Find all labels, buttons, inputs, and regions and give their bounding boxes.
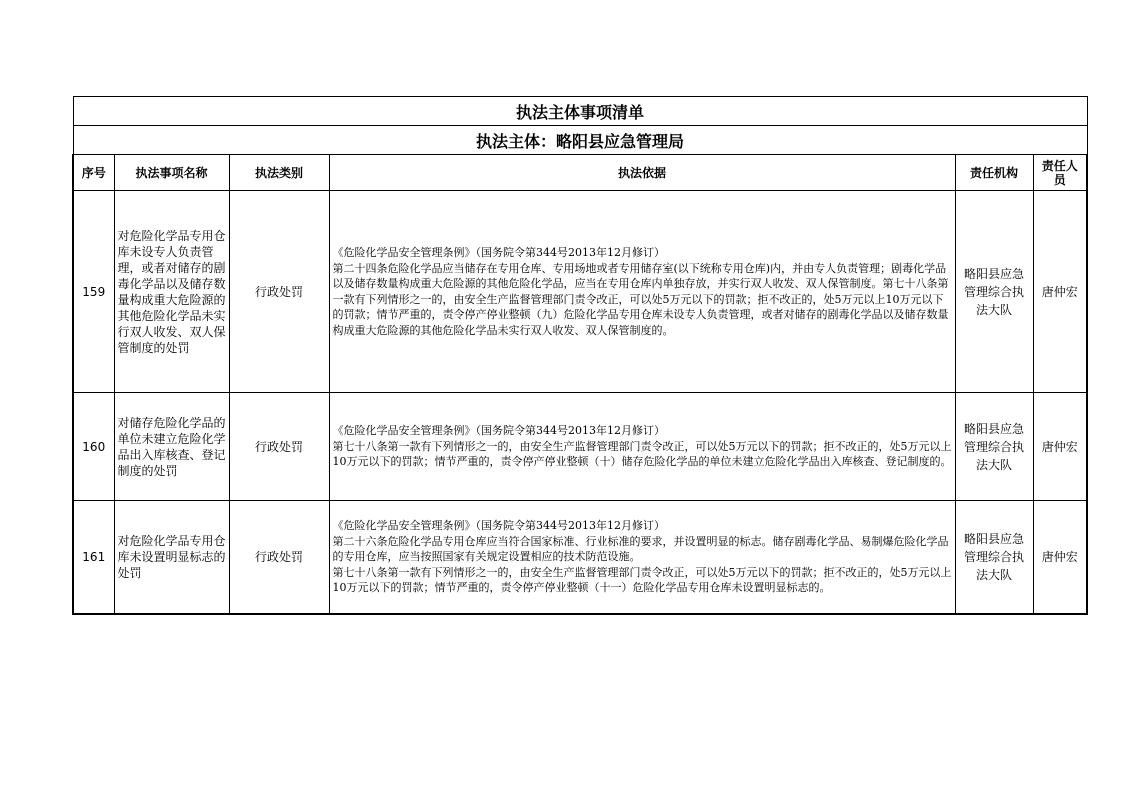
row-seq: 160 [73, 393, 114, 501]
header-person: 责任人员 [1033, 155, 1087, 191]
header-org: 责任机构 [955, 155, 1033, 191]
basis-line: 第二十六条危险化学品专用仓库应当符合国家标准、行业标准的要求，并设置明显的标志。储存剧毒化学品、易制爆危险化学品的专用仓库，应当按照国家有关规定设置相应的技术防范设施。 [332, 534, 949, 563]
basis-line: 《危险化学品安全管理条例》（国务院令第344号2013年12月修订） [332, 424, 665, 438]
row-person: 唐仲宏 [1033, 393, 1087, 501]
sheet-subtitle: 执法主体：略阳县应急管理局 [73, 126, 1087, 155]
row-item-name: 对储存危险化学品的单位未建立危险化学品出入库核查、登记制度的处罚 [114, 393, 229, 501]
header-basis: 执法依据 [329, 155, 955, 191]
table-row [73, 191, 1087, 393]
table-row [73, 501, 1087, 614]
basis-line: 第七十八条第一款有下列情形之一的，由安全生产监督管理部门责令改正，可以处5万元以下的罚款；拒不改正的，处5万元以上10万元以下的罚款；情节严重的，责令停产停业整顿（十一）危险化学品专用仓库未设置明显标志的。 [332, 565, 952, 594]
basis-line: 《危险化学品安全管理条例》（国务院令第344号2013年12月修订） [332, 246, 665, 259]
row-basis [329, 501, 955, 614]
row-basis [329, 191, 955, 393]
row-basis [329, 393, 955, 501]
basis-line: 第二十四条危险化学品应当储存在专用仓库、专用场地或者专用储存室(以下统称专用仓库)内，并由专人负责管理；剧毒化学品以及储存数量构成重大危险源的其他危险化学品，应当在专用仓库内单独存放，并实行双人收发、双人保管制度。第七十八条第一款有下列情形之一的，由安全生产监督管理部门责令改正，可以处5万元以下的罚款；拒不改正的，处5万元以上10万元以下的罚款；情节严重的，责令停产停业整顿（九）危险化学品专用仓库未设专人负责管理，或者对储存的剧毒化学品以及储存数量构成重大危险源的其他危险化学品未实行双人收发、双人保管制度的。 [332, 261, 949, 337]
sheet-title: 执法主体事项清单 [73, 97, 1087, 126]
row-item-name: 对危险化学品专用仓库未设置明显标志的处罚 [114, 501, 229, 614]
basis-line: 《危险化学品安全管理条例》（国务院令第344号2013年12月修订） [332, 519, 665, 532]
row-person: 唐仲宏 [1033, 501, 1087, 614]
row-seq: 159 [73, 191, 114, 393]
header-name: 执法事项名称 [114, 155, 229, 191]
row-person: 唐仲宏 [1033, 191, 1087, 393]
row-type: 行政处罚 [229, 393, 329, 501]
row-type: 行政处罚 [229, 191, 329, 393]
header-row [73, 155, 1087, 191]
row-org: 略阳县应急管理综合执法大队 [955, 393, 1033, 501]
enforcement-table [72, 96, 1088, 615]
row-item-name: 对危险化学品专用仓库未设专人负责管理，或者对储存的剧毒化学品以及储存数量构成重大危险源的其他危险化学品未实行双人收发、双人保管制度的处罚 [114, 191, 229, 393]
basis-line: 第七十八条第一款有下列情形之一的，由安全生产监督管理部门责令改正，可以处5万元以下的罚款；拒不改正的，处5万元以上10万元以下的罚款；情节严重的，责令停产停业整顿（十）储存危险化学品的单位未建立危险化学品出入库核查、登记制度的。 [332, 439, 952, 469]
row-org: 略阳县应急管理综合执法大队 [955, 191, 1033, 393]
row-seq: 161 [73, 501, 114, 614]
header-type: 执法类别 [229, 155, 329, 191]
header-seq: 序号 [73, 155, 114, 191]
row-type: 行政处罚 [229, 501, 329, 614]
row-org: 略阳县应急管理综合执法大队 [955, 501, 1033, 614]
table-row [73, 393, 1087, 501]
